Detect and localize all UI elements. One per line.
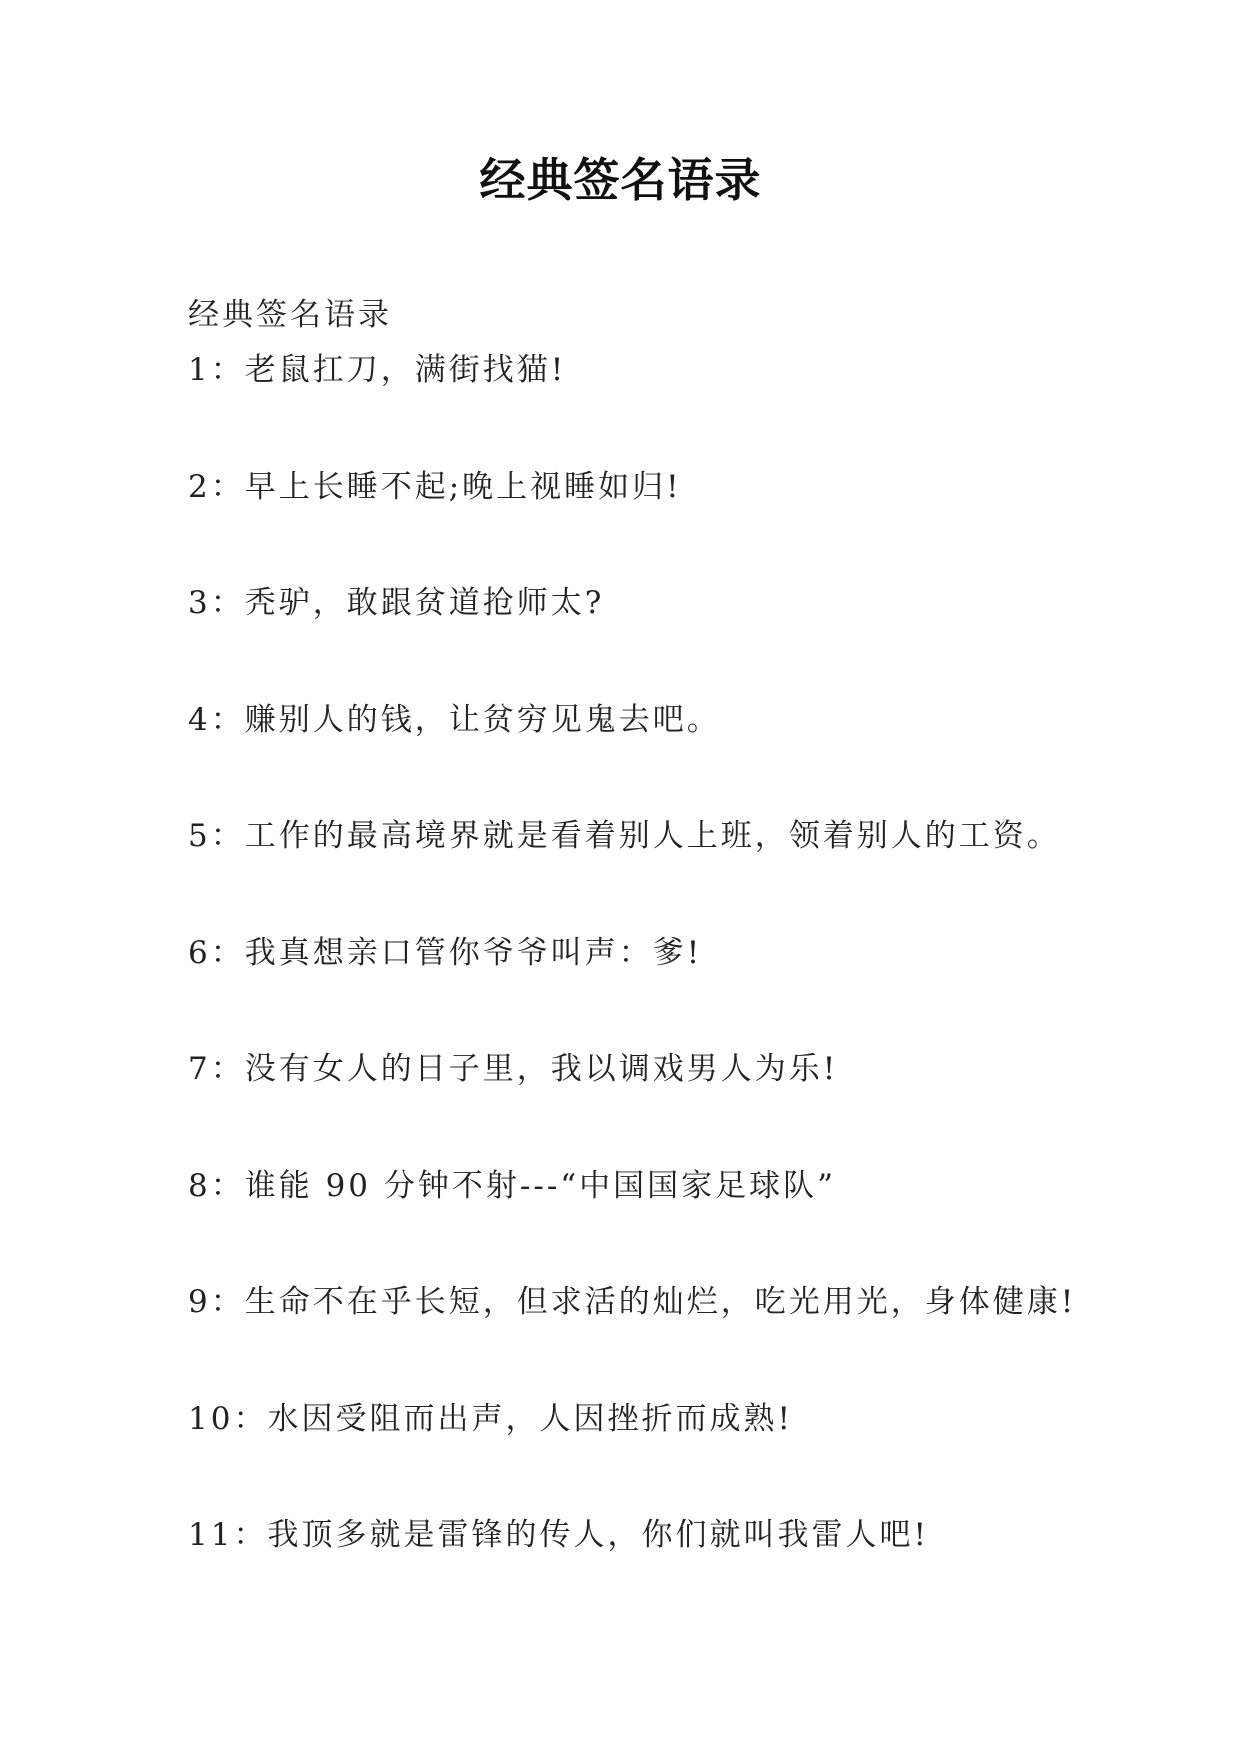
quote-line: 8：谁能 90 分钟不射---“中国国家足球队”: [188, 1168, 836, 1204]
quote-line: 5：工作的最高境界就是看着别人上班，领着别人的工资。: [188, 818, 1061, 854]
quote-line: 9：生命不在乎长短，但求活的灿烂，吃光用光，身体健康!: [188, 1284, 1077, 1320]
quote-line: 2：早上长睡不起;晚上视睡如归!: [188, 469, 682, 505]
quote-line: 1：老鼠扛刀，满街找猫!: [188, 352, 567, 388]
quote-line: 3：秃驴，敢跟贫道抢师太?: [188, 585, 605, 621]
quote-line: 7：没有女人的日子里，我以调戏男人为乐!: [188, 1051, 839, 1087]
intro-line: 经典签名语录: [188, 297, 392, 333]
quote-line: 10：水因受阻而出声，人因挫折而成熟!: [188, 1401, 793, 1437]
quote-line: 4：赚别人的钱，让贫穷见鬼去吧。: [188, 702, 721, 738]
quote-line: 11：我顶多就是雷锋的传人，你们就叫我雷人吧!: [188, 1517, 929, 1553]
document-title: 经典签名语录: [479, 153, 762, 207]
quote-line: 6：我真想亲口管你爷爷叫声：爹!: [188, 935, 703, 971]
